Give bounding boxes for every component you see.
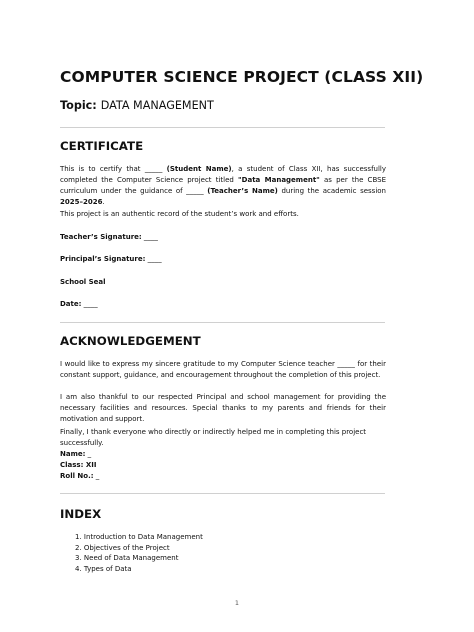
date-value: ____: [81, 300, 98, 308]
teacher-name-placeholder: (Teacher’s Name): [207, 187, 278, 195]
topic-value: DATA MANAGEMENT: [100, 99, 214, 112]
page-title: COMPUTER SCIENCE PROJECT (CLASS XII): [60, 68, 424, 86]
name-label: Name:: [60, 450, 86, 458]
authenticity-statement: This project is an authentic record of the student’s work and efforts.: [60, 210, 299, 218]
principal-signature-label: Principal’s Signature:: [60, 255, 146, 263]
roll-number-value: _: [93, 472, 100, 480]
project-topic: [60, 99, 214, 112]
date-label: Date:: [60, 300, 82, 308]
page-number: 1: [234, 599, 240, 607]
certificate-text-2: , a student of Class XII, has successfully completed the Computer Science project titled: [60, 165, 386, 184]
school-seal-field: [60, 277, 106, 287]
class-label: Class:: [60, 461, 84, 469]
index-item: 4. Types of Data: [75, 564, 132, 573]
name-field: [60, 449, 91, 459]
teacher-signature-field: [60, 232, 158, 242]
teacher-signature-value: ____: [141, 233, 158, 241]
certificate-text-3: as per the CBSE curriculum under the guidance of _____: [60, 176, 386, 195]
index-item: 2. Objectives of the Project: [75, 543, 170, 552]
acknowledgement-paragraph-3: Finally, I thank everyone who directly or indirectly helped me in completing this project successfully.: [60, 428, 367, 447]
project-title: "Data Management": [238, 176, 320, 184]
topic-label: Topic:: [60, 99, 97, 112]
divider: [60, 322, 385, 323]
divider: [60, 493, 385, 494]
certificate-paragraph: [60, 164, 386, 208]
certificate-text-1: This is to certify that _____: [60, 165, 167, 173]
roll-number-field: [60, 471, 99, 481]
acknowledgement-heading: ACKNOWLEDGEMENT: [60, 334, 201, 348]
index-list: [75, 532, 203, 574]
acknowledgement-paragraph-2: I am also thankful to our respected Principal and school management for providing the necessary facilities and resources. Special thanks to my parents and friends for their motivation and support.: [60, 393, 386, 423]
acknowledgement-paragraph-1: I would like to express my sincere gratitude to my Computer Science teacher _____ for their constant support, guidance, and encouragement throughout the completion of this project.: [60, 360, 386, 379]
date-field: [60, 299, 98, 309]
class-value: XII: [83, 461, 97, 469]
certificate-text-5: .: [102, 198, 105, 206]
class-field: [60, 460, 96, 470]
academic-session: 2025–2026: [60, 198, 103, 206]
school-seal-label: School Seal: [60, 278, 106, 286]
certificate-heading: CERTIFICATE: [60, 139, 144, 153]
name-value: _: [85, 450, 92, 458]
principal-signature-field: [60, 254, 162, 264]
index-item: 1. Introduction to Data Management: [75, 533, 203, 541]
roll-number-label: Roll No.:: [60, 472, 94, 480]
teacher-signature-label: Teacher’s Signature:: [60, 233, 142, 241]
index-heading: INDEX: [60, 507, 102, 521]
divider: [60, 127, 385, 128]
certificate-text-4: during the academic session: [277, 187, 386, 195]
student-name-placeholder: (Student Name): [166, 165, 232, 173]
index-item: 3. Need of Data Management: [75, 554, 179, 563]
principal-signature-value: ____: [145, 255, 162, 263]
